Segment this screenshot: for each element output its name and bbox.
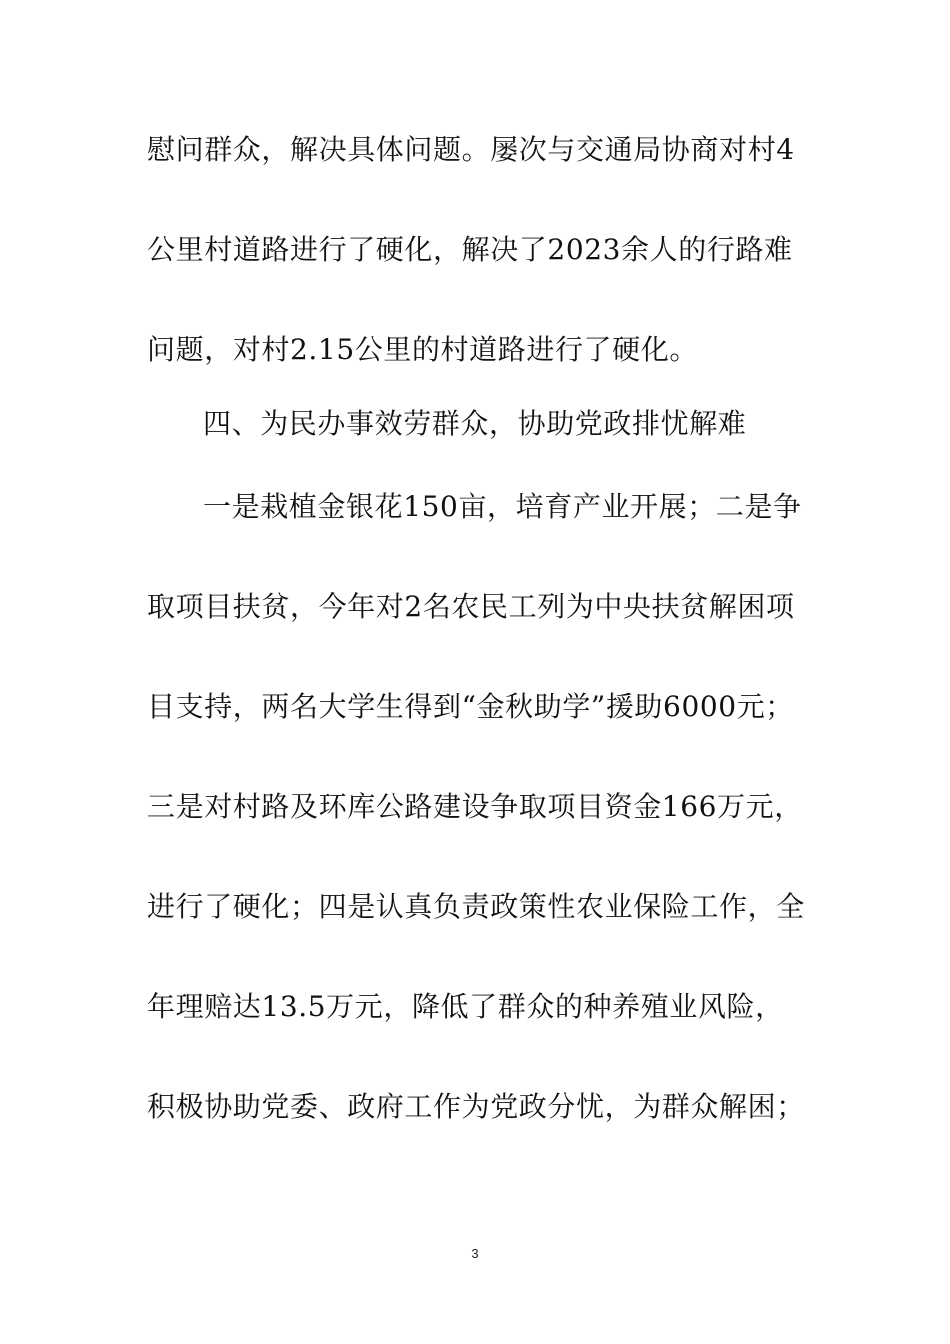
body-text-line: 三是对村路及环库公路建设争取项目资金166万元， (147, 790, 803, 823)
body-text-line: 年理赔达13.5万元，降低了群众的种养殖业风险， (147, 990, 784, 1023)
page-number: 3 (471, 1246, 479, 1261)
body-text-line: 问题，对村2.15公里的村道路进行了硬化。 (147, 333, 698, 366)
body-text-line: 慰问群众，解决具体问题。屡次与交通局协商对村4 (147, 133, 795, 166)
section-heading: 四、为民办事效劳群众，协助党政排忧解难 (203, 407, 747, 440)
body-text-line: 公里村道路进行了硬化，解决了2023余人的行路难 (147, 233, 793, 266)
paragraph-first-line: 一是栽植金银花150亩，培育产业开展；二是争 (203, 490, 802, 523)
body-text-line: 积极协助党委、政府工作为党政分忧，为群众解困； (147, 1090, 805, 1123)
body-text-line: 取项目扶贫，今年对2名农民工列为中央扶贫解困项 (147, 590, 795, 623)
body-text-line: 进行了硬化；四是认真负责政策性农业保险工作，全 (147, 890, 805, 923)
body-text-line: 目支持，两名大学生得到“金秋助学”援助6000元； (147, 690, 794, 723)
